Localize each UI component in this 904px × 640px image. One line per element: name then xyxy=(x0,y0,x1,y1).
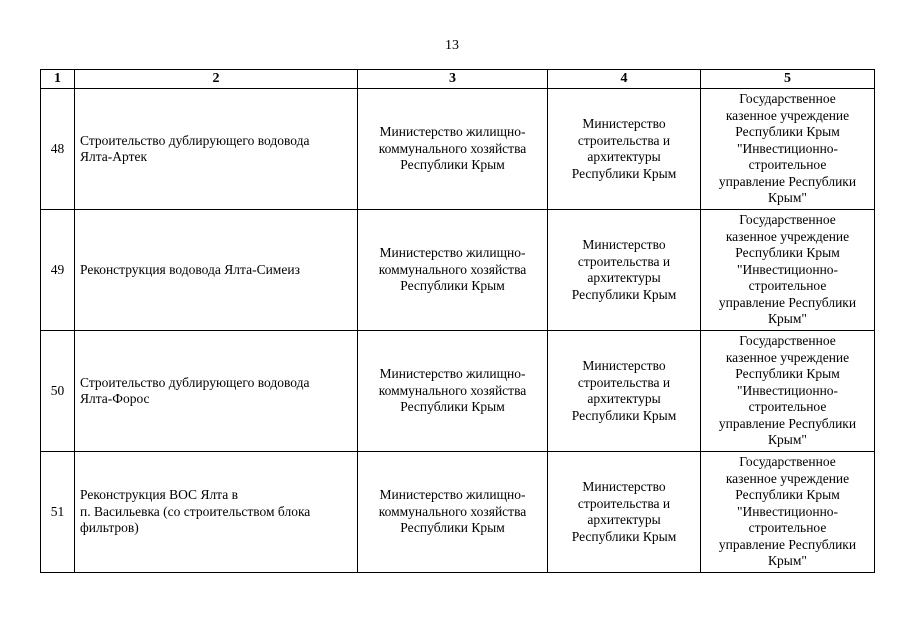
column-header-4: 4 xyxy=(548,70,701,89)
column-header-2: 2 xyxy=(75,70,358,89)
developer-cell xyxy=(548,331,701,452)
row-number-text: 48 xyxy=(50,140,65,156)
contractor-text: Государственное казенное учреждение Республики Крым "Инвестиционно- строительное управление Республики Крым" xyxy=(718,91,857,206)
page-number: 13 xyxy=(445,38,459,53)
developer-cell xyxy=(548,89,701,210)
column-header-3: 3 xyxy=(358,70,548,89)
developer-text: Министерство строительства и архитектуры Республики Крым xyxy=(571,116,677,181)
project-name-text: Реконструкция водовода Ялта-Симеиз xyxy=(80,261,300,277)
row-number-text: 50 xyxy=(50,382,65,398)
table-row xyxy=(41,331,875,452)
column-header-5: 5 xyxy=(701,70,875,89)
project-name-text: Строительство дублирующего водовода Ялта-Форос xyxy=(80,374,310,406)
row-number xyxy=(41,210,75,331)
customer-text: Министерство жилищно- коммунального хозяйства Республики Крым xyxy=(378,487,527,536)
customer-text: Министерство жилищно- коммунального хозяйства Республики Крым xyxy=(378,245,527,294)
developer-text: Министерство строительства и архитектуры Республики Крым xyxy=(571,479,677,544)
project-name xyxy=(75,210,358,331)
contractor-text: Государственное казенное учреждение Республики Крым "Инвестиционно- строительное управление Республики Крым" xyxy=(718,212,857,327)
developer-cell xyxy=(548,210,701,331)
contractor-cell xyxy=(701,452,875,573)
table-row xyxy=(41,89,875,210)
column-header-1: 1 xyxy=(41,70,75,89)
customer-cell xyxy=(358,452,548,573)
table-row xyxy=(41,452,875,573)
project-name-text: Реконструкция ВОС Ялта в п. Васильевка (со строительством блока фильтров) xyxy=(80,487,311,536)
row-number-text: 51 xyxy=(50,503,65,519)
row-number xyxy=(41,89,75,210)
customer-cell xyxy=(358,331,548,452)
table-row xyxy=(41,210,875,331)
row-number xyxy=(41,331,75,452)
row-number-text: 49 xyxy=(50,261,65,277)
customer-cell xyxy=(358,89,548,210)
header-row xyxy=(41,70,875,89)
contractor-text: Государственное казенное учреждение Республики Крым "Инвестиционно- строительное управление Республики Крым" xyxy=(718,454,857,569)
project-name xyxy=(75,331,358,452)
contractor-text: Государственное казенное учреждение Республики Крым "Инвестиционно- строительное управление Республики Крым" xyxy=(718,333,857,448)
project-name xyxy=(75,452,358,573)
project-name xyxy=(75,89,358,210)
contractor-cell xyxy=(701,210,875,331)
customer-cell xyxy=(358,210,548,331)
developer-cell xyxy=(548,452,701,573)
row-number xyxy=(41,452,75,573)
project-name-text: Строительство дублирующего водовода Ялта-Артек xyxy=(80,132,310,164)
developer-text: Министерство строительства и архитектуры Республики Крым xyxy=(571,237,677,302)
customer-text: Министерство жилищно- коммунального хозяйства Республики Крым xyxy=(378,366,527,415)
customer-text: Министерство жилищно- коммунального хозяйства Республики Крым xyxy=(378,124,527,173)
contractor-cell xyxy=(701,89,875,210)
document-table xyxy=(40,69,875,573)
developer-text: Министерство строительства и архитектуры Республики Крым xyxy=(571,358,677,423)
contractor-cell xyxy=(701,331,875,452)
